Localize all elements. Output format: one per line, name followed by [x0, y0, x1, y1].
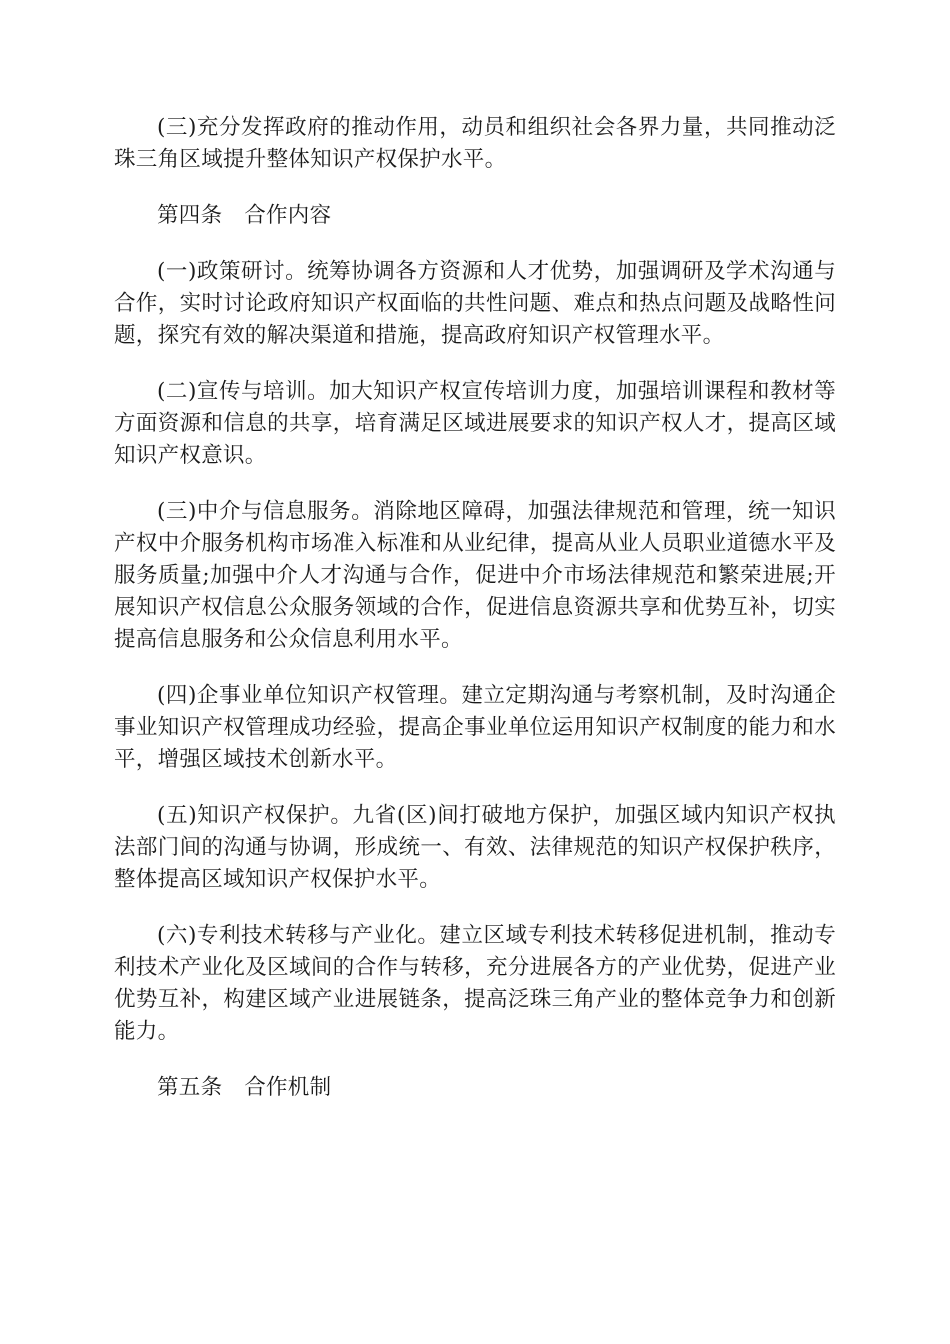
paragraph-policy-research: (一)政策研讨。统筹协调各方资源和人才优势，加强调研及学术沟通与合作，实时讨论政府知识产权面临的共性问题、难点和热点问题及战略性问题，探究有效的解决渠道和措施，提高政府知识产权管理水平。 — [114, 259, 836, 348]
article-five-heading: 第五条 合作机制 — [157, 1075, 332, 1100]
document-body — [114, 112, 836, 1128]
paragraph-ip-protection: (五)知识产权保护。九省(区)间打破地方保护，加强区域内知识产权执法部门间的沟通与协调，形成统一、有效、法律规范的知识产权保护秩序，整体提高区域知识产权保护水平。 — [114, 803, 836, 892]
paragraph-enterprise-management: (四)企事业单位知识产权管理。建立定期沟通与考察机制，及时沟通企事业知识产权管理成功经验，提高企事业单位运用知识产权制度的能力和水平，增强区域技术创新水平。 — [114, 683, 836, 772]
article-four-heading: 第四条 合作内容 — [157, 203, 332, 228]
paragraph-intermediary-info: (三)中介与信息服务。消除地区障碍，加强法律规范和管理，统一知识产权中介服务机构市场准入标准和从业纪律，提高从业人员职业道德水平及服务质量;加强中介人才沟通与合作，促进中介市场法律规范和繁荣进展;开展知识产权信息公众服务领域的合作，促进信息资源共享和优势互补，切实提高信息服务和公众信息利用水平。 — [114, 499, 836, 652]
paragraph-gov-role: (三)充分发挥政府的推动作用，动员和组织社会各界力量，共同推动泛珠三角区域提升整体知识产权保护水平。 — [114, 115, 836, 172]
paragraph-patent-transfer: (六)专利技术转移与产业化。建立区域专利技术转移促进机制，推动专利技术产业化及区域间的合作与转移，充分进展各方的产业优势，促进产业优势互补，构建区域产业进展链条，提高泛珠三角产业的整体竞争力和创新能力。 — [114, 923, 836, 1044]
paragraph-publicity-training: (二)宣传与培训。加大知识产权宣传培训力度，加强培训课程和教材等方面资源和信息的共享，培育满足区域进展要求的知识产权人才，提高区域知识产权意识。 — [114, 379, 836, 468]
